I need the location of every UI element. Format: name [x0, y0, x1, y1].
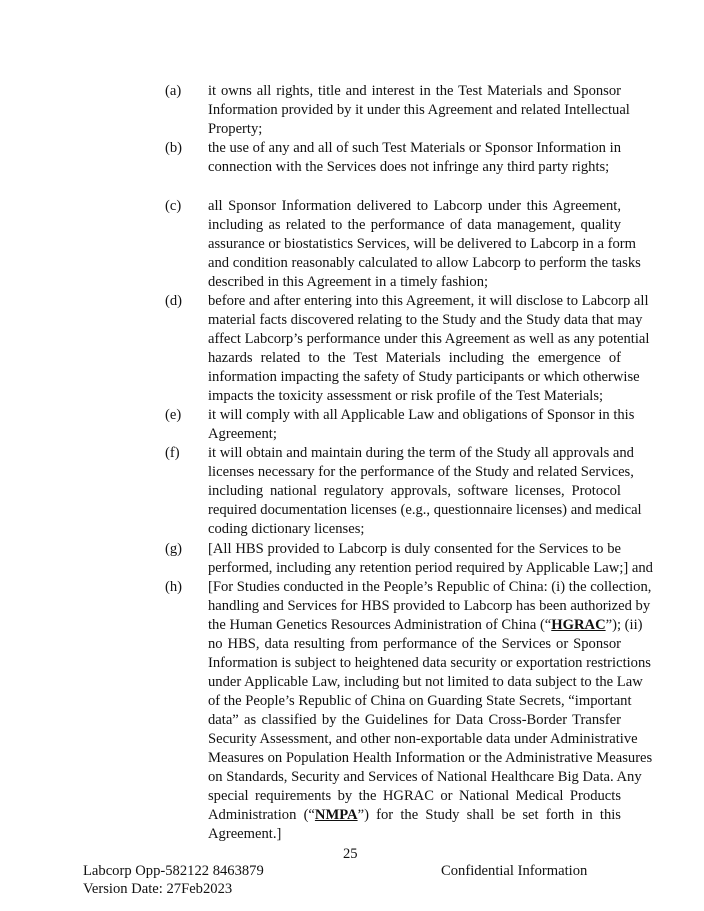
text-line — [208, 368, 640, 387]
document-id: Labcorp Opp-582122 8463879 — [83, 863, 264, 879]
text-line — [208, 444, 634, 463]
text-line — [208, 197, 621, 216]
text-line — [208, 673, 643, 692]
text-span: of the People’s Republic of China on Guarding State Secrets, “important — [208, 693, 632, 709]
text-span: impacts the toxicity assessment or risk profile of the Test Materials; — [208, 388, 604, 404]
item-text — [208, 578, 653, 844]
text-line — [208, 540, 621, 559]
defined-term: HGRAC — [551, 617, 606, 633]
item-label: (g) — [165, 541, 183, 557]
text-span: Measures on Population Health Information or the Administrative Measures — [208, 750, 653, 766]
text-line — [208, 406, 635, 425]
text-span: Information is subject to heightened data security or exportation restrictions — [208, 655, 651, 671]
text-span: material facts discovered relating to the Study and the Study data that may — [208, 312, 643, 328]
text-line — [208, 139, 621, 158]
text-span: hazards related to the Test Materials including the emergence of — [208, 350, 621, 366]
text-line — [208, 635, 621, 654]
text-line — [208, 273, 621, 292]
text-span: Agreement.] — [208, 826, 282, 842]
defined-term: NMPA — [314, 807, 358, 823]
text-span: the use of any and all of such Test Materials or Sponsor Information in — [208, 140, 621, 156]
item-text — [208, 197, 641, 292]
text-span: before and after entering into this Agreement, it will disclose to Labcorp all — [208, 293, 649, 309]
text-line — [208, 597, 651, 616]
text-line — [208, 101, 630, 120]
text-span: and condition reasonably calculated to allow Labcorp to perform the tasks — [208, 255, 641, 271]
text-span: it owns all rights, title and interest in the Test Materials and Sponsor — [208, 83, 621, 99]
text-line — [208, 330, 650, 349]
item-label: (d) — [165, 293, 183, 309]
text-line — [208, 825, 621, 844]
text-line — [208, 501, 642, 520]
text-span: it will obtain and maintain during the term of the Study all approvals and — [208, 445, 634, 461]
text-line — [208, 387, 621, 406]
text-line — [208, 311, 643, 330]
text-line — [208, 559, 653, 578]
item-text — [208, 139, 621, 177]
text-line — [208, 730, 638, 749]
text-span: handling and Services for HBS provided to Labcorp has been authorized by — [208, 598, 651, 614]
page-number: 25 — [343, 846, 358, 862]
text-span: [All HBS provided to Labcorp is duly consented for the Services to be — [208, 541, 621, 557]
text-span: the Human Genetics Resources Administration of China (“ — [208, 617, 552, 633]
text-span: ”) for the Study shall be set forth in this — [357, 807, 621, 823]
text-span: Security Assessment, and other non-exportable data under Administrative — [208, 731, 638, 747]
text-line — [208, 654, 651, 673]
text-line — [208, 425, 621, 444]
text-span: including national regulatory approvals, software licenses, Protocol — [208, 483, 621, 499]
text-span: no HBS, data resulting from performance of the Services or Sponsor — [208, 636, 621, 652]
text-span: special requirements by the HGRAC or National Medical Products — [208, 788, 621, 804]
text-span: it will comply with all Applicable Law and obligations of Sponsor in this — [208, 407, 635, 423]
item-text — [208, 292, 650, 406]
item-label: (a) — [165, 83, 182, 99]
text-span: all Sponsor Information delivered to Labcorp under this Agreement, — [208, 198, 621, 214]
text-span: required documentation licenses (e.g., questionnaire licenses) and medical — [208, 502, 642, 518]
text-line — [208, 616, 643, 635]
text-span: Agreement; — [208, 426, 277, 442]
text-span: coding dictionary licenses; — [208, 521, 365, 537]
text-span: assurance or biostatistics Services, will be delivered to Labcorp in a form — [208, 236, 636, 252]
text-line — [208, 482, 621, 501]
text-line — [208, 578, 652, 597]
text-line — [208, 254, 641, 273]
text-line — [208, 806, 621, 825]
item-label: (c) — [165, 198, 182, 214]
text-span: data” as classified by the Guidelines for Data Cross-Border Transfer — [208, 712, 621, 728]
text-line — [208, 692, 632, 711]
version-date: Version Date: 27Feb2023 — [83, 881, 233, 897]
text-line — [208, 292, 649, 311]
text-line — [208, 235, 636, 254]
item-text — [208, 406, 635, 444]
text-span: Information provided by it under this Agreement and related Intellectual — [208, 102, 630, 118]
item-label: (h) — [165, 579, 183, 595]
text-span: described in this Agreement in a timely fashion; — [208, 274, 489, 290]
text-line — [208, 463, 634, 482]
text-span: affect Labcorp’s performance under this Agreement as well as any potential — [208, 331, 650, 347]
text-line — [208, 349, 621, 368]
text-line — [208, 768, 642, 787]
text-line — [208, 711, 621, 730]
text-line — [208, 749, 653, 768]
text-line — [208, 120, 621, 139]
item-label: (e) — [165, 407, 182, 423]
text-line — [208, 520, 621, 539]
text-span: connection with the Services does not infringe any third party rights; — [208, 159, 610, 175]
text-span: including as related to the performance of data management, quality — [208, 217, 621, 233]
text-line — [208, 216, 621, 235]
text-line — [208, 787, 621, 806]
text-span: under Applicable Law, including but not limited to data subject to the Law — [208, 674, 643, 690]
text-span: Property; — [208, 121, 263, 137]
text-span: [For Studies conducted in the People’s Republic of China: (i) the collection, — [208, 579, 652, 595]
text-line — [208, 82, 621, 101]
text-span: on Standards, Security and Services of National Healthcare Big Data. Any — [208, 769, 642, 785]
item-label: (b) — [165, 140, 183, 156]
text-span: information impacting the safety of Study participants or which otherwise — [208, 369, 640, 385]
text-line — [208, 158, 621, 177]
text-span: ”); (ii) — [605, 617, 643, 633]
item-text — [208, 444, 642, 539]
text-span: Administration (“ — [208, 807, 315, 823]
item-text — [208, 82, 630, 139]
item-text — [208, 540, 653, 578]
text-span: performed, including any retention period required by Applicable Law;] and — [208, 560, 653, 576]
confidential-label: Confidential Information — [441, 863, 588, 879]
item-label: (f) — [165, 445, 180, 461]
text-span: licenses necessary for the performance of the Study and related Services, — [208, 464, 634, 480]
